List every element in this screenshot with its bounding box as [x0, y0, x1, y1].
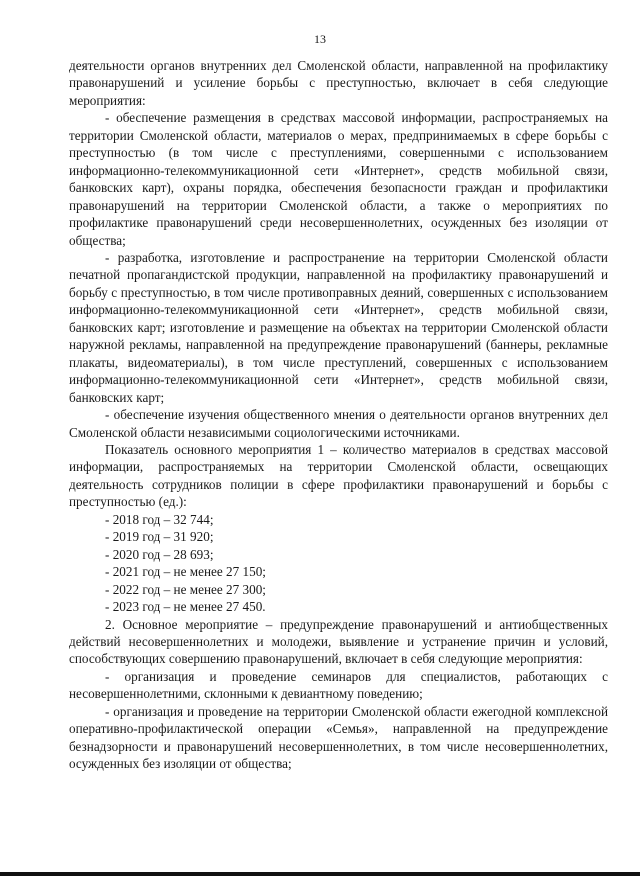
paragraph: - разработка, изготовление и распространение на территории Смоленской области печатной пропагандистской продукции, направленной на профилактику правонарушений и борьбу с преступностью, в том числе противоправных деяний, совершенных с использованием информационно-телекоммуникационной сети «Интернет», средств мобильной связи, банковских карт; изготовление и размещение на объектах на территории Смоленской области наружной рекламы, направленной на предупреждение правонарушений (баннеры, рекламные плакаты, видеоматериалы), в том числе преступлений, совершенных с использованием информационно-телекоммуникационной сети «Интернет», средств мобильной связи, банковских карт; [69, 249, 608, 405]
indicator-list-item: - 2023 год – не менее 27 450. [105, 599, 266, 615]
indicator-list-item: - 2018 год – 32 744; [105, 511, 214, 527]
paragraph: деятельности органов внутренних дел Смоленской области, направленной на профилактику правонарушений и усиление борьбы с преступностью, включает в себя следующие мероприятия: [69, 58, 608, 108]
indicator-list-item: - 2019 год – 31 920; [105, 529, 214, 545]
document-body [69, 57, 608, 773]
indicator-list-item: - 2022 год – не менее 27 300; [105, 581, 266, 597]
paragraph: - обеспечение размещения в средствах массовой информации, распространяемых на территории Смоленской области, материалов о мерах, предпринимаемых в сфере борьбы с преступностью (в том числе с преступлениями, совершенными с использованием информационно-телекоммуникационной сети «Интернет», средств мобильной связи, банковских карт), охраны порядка, обеспечения безопасности граждан и профилактики правонарушений на территории Смоленской области, а также о мероприятиях по профилактике правонарушений среди несовершеннолетних, осужденных без изоляции от общества; [69, 110, 608, 248]
indicator-list-item: - 2021 год – не менее 27 150; [105, 564, 266, 580]
paragraph: - организация и проведение семинаров для специалистов, работающих с несовершеннолетними, склонными к девиантному поведению; [69, 668, 608, 702]
page-bottom-border [0, 872, 640, 876]
paragraph: - обеспечение изучения общественного мнения о деятельности органов внутренних дел Смоленской области независимыми социологическими источниками. [69, 407, 608, 440]
page-number: 13 [314, 32, 326, 46]
paragraph: Показатель основного мероприятия 1 – количество материалов в средствах массовой информации, распространяемых на территории Смоленской области, освещающих деятельность сотрудников полиции в сфере профилактики правонарушений и борьбы с преступностью (ед.): [69, 441, 608, 510]
indicator-list-item: - 2020 год – 28 693; [105, 546, 214, 562]
paragraph: - организация и проведение на территории Смоленской области ежегодной комплексной оперативно-профилактической операции «Семья», направленной на предупреждение безнадзорности и правонарушений несовершеннолетних, в том числе несовершеннолетних, осужденных без изоляции от общества; [69, 703, 608, 772]
paragraph: 2. Основное мероприятие – предупреждение правонарушений и антиобщественных действий несовершеннолетних и молодежи, выявление и устранение причин и условий, способствующих совершению правонарушений, включает в себя следующие мероприятия: [69, 616, 608, 667]
